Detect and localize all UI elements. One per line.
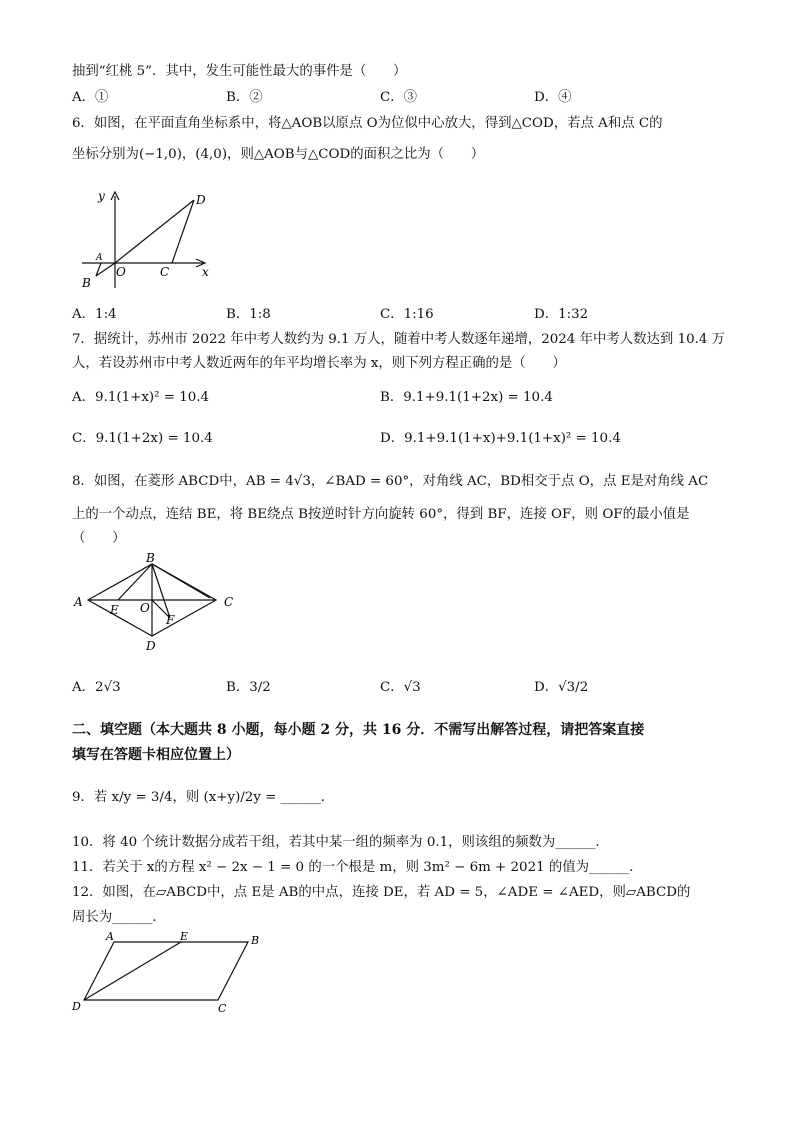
- q6-label-y: y: [98, 189, 105, 203]
- q7-option-c: C．9.1(1+2x) = 10.4: [72, 431, 213, 446]
- q5-option-b: B．②: [226, 90, 263, 105]
- q10-stem: 10．将 40 个统计数据分成若干组，若其中某一组的频率为 0.1，则该组的频数为______．: [72, 835, 609, 850]
- q8-label-b: B: [146, 551, 155, 565]
- q8-segment-be: [118, 564, 152, 600]
- q6-segment-od: [115, 200, 194, 263]
- q12-stem-line2: 周长为______．: [72, 910, 166, 925]
- q9-stem: 9．若 x/y = 3/4，则 (x+y)/2y = ______．: [72, 790, 335, 805]
- q6-label-x: x: [202, 265, 209, 279]
- q6-stem-line1: 6．如图，在平面直角坐标系中，将△AOB以原点 O为位似中心放大，得到△COD，若点 A和点 C的: [72, 116, 663, 131]
- q6-label-a: A: [96, 253, 103, 263]
- q6-label-d: D: [196, 193, 206, 207]
- q5-option-c: C．③: [380, 90, 418, 105]
- q6-option-a: A．1:4: [72, 307, 117, 322]
- q8-option-c: C．√3: [380, 680, 421, 695]
- q6-label-c: C: [160, 265, 170, 279]
- q8-option-b: B．3/2: [226, 680, 271, 695]
- q5-option-a: A．①: [72, 90, 109, 105]
- q8-option-d: D．√3/2: [534, 680, 589, 695]
- q8-figure: [70, 550, 245, 655]
- q6-label-o: O: [116, 265, 126, 279]
- q11-stem: 11．若关于 x的方程 x² − 2x − 1 = 0 的一个根是 m，则 3m² − 6m + 2021 的值为______．: [72, 860, 643, 875]
- q7-option-d: D．9.1+9.1(1+x)+9.1(1+x)² = 10.4: [380, 431, 621, 446]
- q8-segment-b-right: [152, 564, 210, 598]
- q8-stem-line1: 8．如图，在菱形 ABCD中，AB = 4√3，∠BAD = 60°，对角线 AC，BD相交于点 O，点 E是对角线 AC: [72, 474, 709, 489]
- q7-stem-line2: 人，若设苏州市中考人数近两年的年平均增长率为 x，则下列方程正确的是（ ）: [72, 356, 566, 371]
- q8-label-a: A: [74, 595, 83, 609]
- q6-option-d: D．1:32: [534, 307, 589, 322]
- q12-stem-line1: 12．如图，在▱ABCD中，点 E是 AB的中点，连接 DE，若 AD = 5，∠ADE = ∠AED，则▱ABCD的: [72, 885, 691, 900]
- q6-stem-line2: 坐标分别为(−1,0)，(4,0)，则△AOB与△COD的面积之比为（ ）: [72, 147, 485, 162]
- q12-label-a: A: [106, 930, 114, 943]
- q8-label-f: F: [166, 613, 175, 627]
- q12-label-e: E: [180, 930, 189, 943]
- q5-option-d: D．④: [534, 90, 572, 105]
- q8-label-c: C: [224, 595, 234, 609]
- q12-label-c: C: [218, 1002, 227, 1015]
- q8-label-d: D: [146, 639, 156, 653]
- q8-label-e: E: [110, 603, 119, 617]
- section2-heading-line1: 二、填空题（本大题共 8 小题，每小题 2 分，共 16 分．不需写出解答过程，请把答案直接: [72, 722, 645, 738]
- q8-option-a: A．2√3: [72, 680, 121, 695]
- q6-label-b: B: [82, 276, 91, 290]
- q7-stem-line1: 7．据统计，苏州市 2022 年中考人数约为 9.1 万人，随着中考人数逐年递增，2024 年中考人数达到 10.4 万: [72, 332, 726, 347]
- q6-option-c: C．1:16: [380, 307, 434, 322]
- q8-label-o: O: [140, 601, 150, 615]
- q5-stem-tail: 抽到“红桃 5”．其中，发生可能性最大的事件是（ ）: [72, 64, 407, 79]
- q7-option-b: B．9.1+9.1(1+2x) = 10.4: [380, 390, 553, 405]
- q6-figure: [78, 184, 218, 294]
- q8-stem-line2: 上的一个动点，连结 BE，将 BE绕点 B按逆时针方向旋转 60°，得到 BF，连接 OF，则 OF的最小值是: [72, 507, 690, 522]
- q12-label-d: D: [72, 1000, 81, 1013]
- section2-heading-line2: 填写在答题卡相应位置上）: [72, 747, 240, 763]
- q8-stem-line3: （ ）: [72, 531, 126, 546]
- q12-label-b: B: [251, 934, 260, 947]
- q6-option-b: B．1:8: [226, 307, 271, 322]
- q12-figure: [66, 930, 276, 1015]
- q7-option-a: A．9.1(1+x)² = 10.4: [72, 390, 210, 405]
